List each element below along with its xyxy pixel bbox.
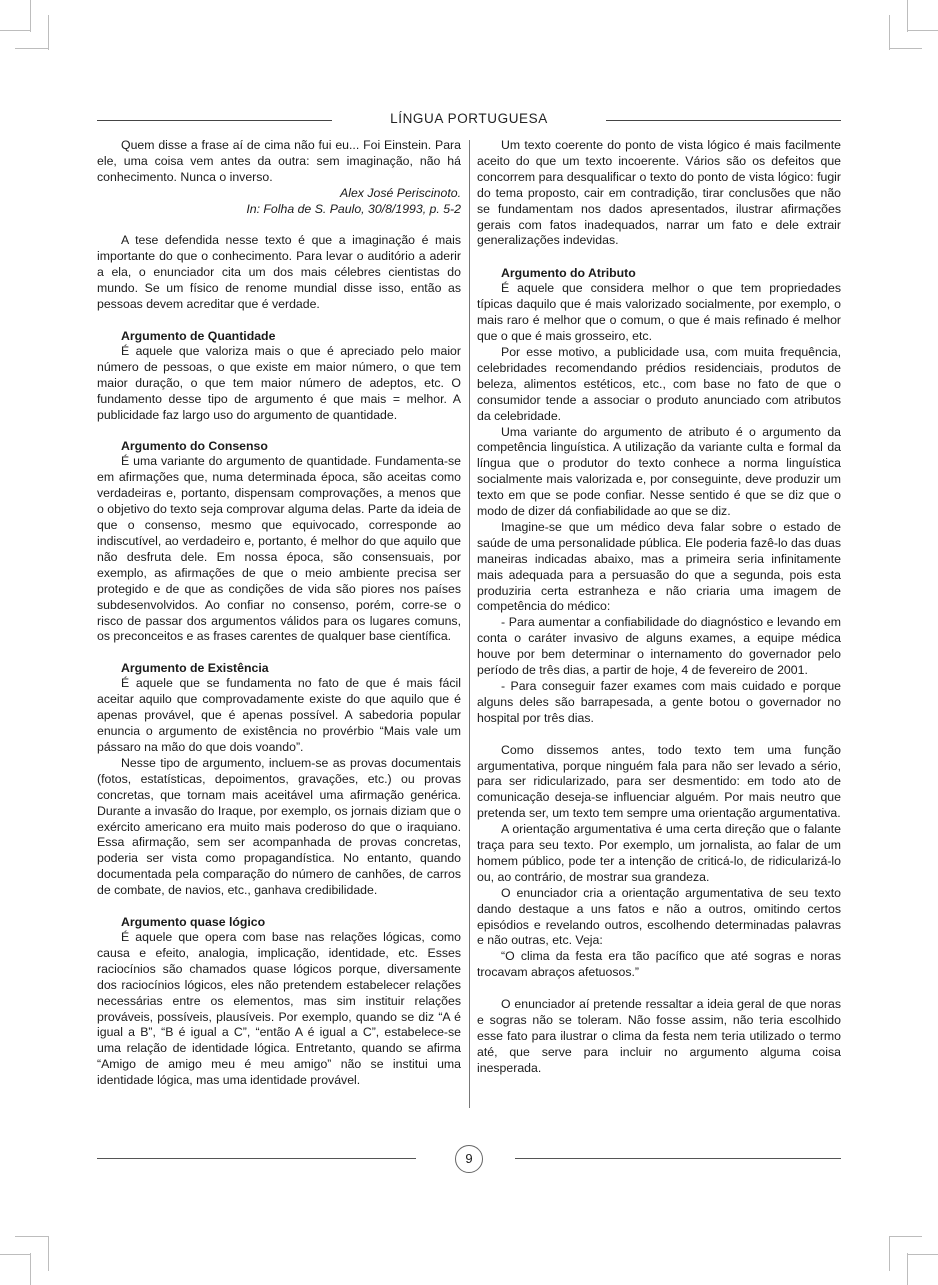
- citation-source: In: Folha de S. Paulo, 30/8/1993, p. 5-2: [246, 201, 461, 216]
- right-column: [477, 138, 841, 1077]
- paragraph-atributo-4: Imagine-se que um médico deva falar sobre o estado de saúde de uma personalidade pública. Ele poderia fazê-lo das duas maneiras indicadas abaixo, mas a primeira seria infinitamente mais adequada para a persuasão do que a segunda, pois esta produziria certa estranheza e não criaria uma imagem de competência do médico:: [477, 519, 841, 614]
- paragraph-consenso: É uma variante do argumento de quantidade. Fundamenta-se em afirmações que, numa determinada época, são aceitas como verdadeiras e, portanto, dispensam comprovações, a menos que o objetivo do texto seja comprovar alguma delas. Parte da ideia de que o consenso, mesmo que equivocado, corresponde ao indiscutível, ao verdadeiro e, portanto, é melhor do que aquilo que não desfruta dele. Em nossa época, são consensuais, por exemplo, as afirmações de que o meio ambiente precisa ser protegido e de que as condições de vida são piores nos países subdesenvolvidos. Ao confiar no consenso, porém, corre-se o risco de passar dos argumentos válidos para os lugares comuns, os preconceitos e as frases carentes de qualquer base científica.: [97, 454, 461, 644]
- header-rule-right: [606, 120, 841, 121]
- heading-quase-logico: Argumento quase lógico: [121, 915, 266, 930]
- crop-mark: [889, 48, 922, 49]
- crop-mark: [907, 0, 908, 32]
- heading-existencia: Argumento de Existência: [121, 661, 269, 676]
- paragraph-orientacao: A orientação argumentativa é uma certa direção que o falante traça para seu texto. Por exemplo, um jornalista, ao falar de um homem público, pode ter a intenção de criticá-lo, de ridicularizá-lo ou, ao contrário, de mostrar sua grandeza.: [477, 822, 841, 884]
- page-header-title: LÍNGUA PORTUGUESA: [390, 111, 548, 126]
- paragraph-existencia-2: Nesse tipo de argumento, incluem-se as provas documentais (fotos, estatísticas, depoimentos, gravações, etc.) ou provas concretas, que tornam mais aceitável uma afirmação genérica. Durante a invasão do Iraque, por exemplo, os jornais diziam que o exército americano era muito mais poderoso do que o iraquiano. Essa afirmação, sem ser acompanhada de provas concretas, poderia ser vista como propagandística. No entanto, quando documentada pela comparação do número de canhões, de carros de combate, de navios, etc., ganhava credibilidade.: [97, 755, 461, 898]
- heading-quantidade: Argumento de Quantidade: [121, 328, 276, 343]
- crop-mark: [908, 1254, 938, 1255]
- crop-mark: [908, 30, 938, 31]
- paragraph-atributo-1: É aquele que considera melhor o que tem propriedades típicas daquilo que é mais valorizado socialmente, por exemplo, o mais raro é melhor que o comum, o que é mais refinado é melhor que o que é mais grosseiro, etc.: [477, 281, 841, 344]
- paragraph-quantidade: É aquele que valoriza mais o que é apreciado pelo maior número de pessoas, o que existe em maior número, o que tem maior duração, o que tem maior número de adeptos, etc. O fundamento desse tipo de argumento é que mais = melhor. A publicidade faz largo uso do argumento de quantidade.: [97, 343, 461, 422]
- paragraph-quase-logico: É aquele que opera com base nas relações lógicas, como causa e efeito, analogia, implicação, identidade, etc. Esses raciocínios são chamados quase lógicos porque, diversamente dos raciocínios lógicos, eles não pretendem estabelecer relações necessárias entre os elementos, mas sim instituir relações prováveis, possíveis, plausíveis. Por exemplo, quando se diz “A é igual a B”, “B é igual a C”, “então A é igual a C”, estabelece-se uma relação de identidade lógica. Entretanto, quando se afirma “Amigo de amigo meu é meu amigo” não se institui uma identidade lógica, mas uma identidade provável.: [97, 930, 461, 1088]
- page-number: 9: [455, 1145, 483, 1173]
- crop-mark: [48, 15, 49, 50]
- crop-mark: [0, 30, 30, 31]
- paragraph-atributo-6: - Para conseguir fazer exames com mais cuidado e porque alguns deles são barrapesada, a gente botou o governador no hospital por três dias.: [477, 679, 841, 725]
- footer-rule-right: [515, 1158, 841, 1159]
- crop-mark: [907, 1253, 908, 1285]
- crop-mark: [15, 48, 48, 49]
- paragraph-conclusao: O enunciador aí pretende ressaltar a ideia geral de que noras e sogras não se toleram. Não fosse assim, não teria escolhido esse fato para ilustrar o clima da festa nem teria utilizado o termo até, que serve para incluir no argumento alguma coisa inesperada.: [477, 997, 841, 1075]
- quote-paragraph: “O clima da festa era tão pacífico que até sogras e noras trocavam abraços afetuosos.”: [477, 949, 841, 980]
- crop-mark: [15, 1236, 48, 1237]
- intro-paragraph: Quem disse a frase aí de cima não fui eu... Foi Einstein. Para ele, uma coisa vem antes da outra: sem imaginação, não há conhecimento. Nunca o inverso.: [97, 138, 461, 184]
- crop-mark: [30, 1253, 31, 1285]
- paragraph-funcao: Como dissemos antes, todo texto tem uma função argumentativa, porque ninguém fala para não ser levado a sério, para ser ridicularizado, para ser desmentido: em todo ato de comunicação deseja-se influenciar alguém. Por mais neutro que pretenda ser, um texto tem sempre uma orientação argumentativa.: [477, 742, 841, 821]
- paragraph-coerente: Um texto coerente do ponto de vista lógico é mais facilmente aceito do que um texto incoerente. Vários são os defeitos que concorrem para desqualificar o texto do ponto de vista lógico: fugir do tema proposto, cair em contradição, tirar conclusões que não se fundamentam nos dados apresentados, ilustrar afirmações gerais com fatos inadequados, narrar um fato e dele extrair generalizações indevidas.: [477, 138, 841, 248]
- crop-mark: [0, 1254, 30, 1255]
- crop-mark: [48, 1236, 49, 1271]
- crop-mark: [889, 1236, 922, 1237]
- paragraph-atributo-5: - Para aumentar a confiabilidade do diagnóstico e levando em conta o caráter invasivo de alguns exames, a equipe médica houve por bem determinar o internamento do governador pelo período de três dias, a partir de hoje, 4 de fevereiro de 2001.: [477, 615, 841, 678]
- paragraph-atributo-3: Uma variante do argumento de atributo é o argumento da competência linguística. A utilização da variante culta e formal da língua que o produtor do texto conhece a norma linguística socialmente mais valorizada e, por conseguinte, deve produzir um texto em que se pode confiar. Nesse sentido é que se diz que o modo de dizer dá confiabilidade ao que se diz.: [477, 424, 841, 519]
- citation-author: Alex José Periscinoto.: [340, 185, 461, 200]
- crop-mark: [30, 0, 31, 32]
- left-column: [97, 138, 461, 1089]
- crop-mark: [889, 15, 890, 50]
- thesis-paragraph: A tese defendida nesse texto é que a imaginação é mais importante do que o conhecimento. Para levar o auditório a aderir a ela, o enunciador cita um dos mais célebres cientistas do mundo. Se um físico de renome mundial disse isso, então as pessoas devem acreditar que é verdade.: [97, 233, 461, 312]
- paragraph-atributo-2: Por esse motivo, a publicidade usa, com muita frequência, celebridades recomendando prédios residenciais, produtos de beleza, alimentos estéticos, etc., com base no fato de que o consumidor tende a associar o produto anunciado com atributos da celebridade.: [477, 344, 841, 423]
- heading-atributo: Argumento do Atributo: [501, 266, 636, 281]
- column-divider: [469, 140, 470, 1108]
- crop-mark: [889, 1236, 890, 1271]
- heading-consenso: Argumento do Consenso: [121, 439, 268, 454]
- paragraph-existencia-1: É aquele que se fundamenta no fato de que é mais fácil aceitar aquilo que comprovadamente existe do que aquilo que é apenas provável, que é apenas possível. A sabedoria popular enuncia o argumento de existência no provérbio “Mais vale um pássaro na mão do que dois voando”.: [97, 676, 461, 754]
- footer-rule-left: [97, 1158, 416, 1159]
- paragraph-enunciador: O enunciador cria a orientação argumentativa de seu texto dando destaque a uns fatos e não a outros, omitindo certos episódios e revelando outros, escolhendo determinadas palavras e não outras, etc. Veja:: [477, 885, 841, 948]
